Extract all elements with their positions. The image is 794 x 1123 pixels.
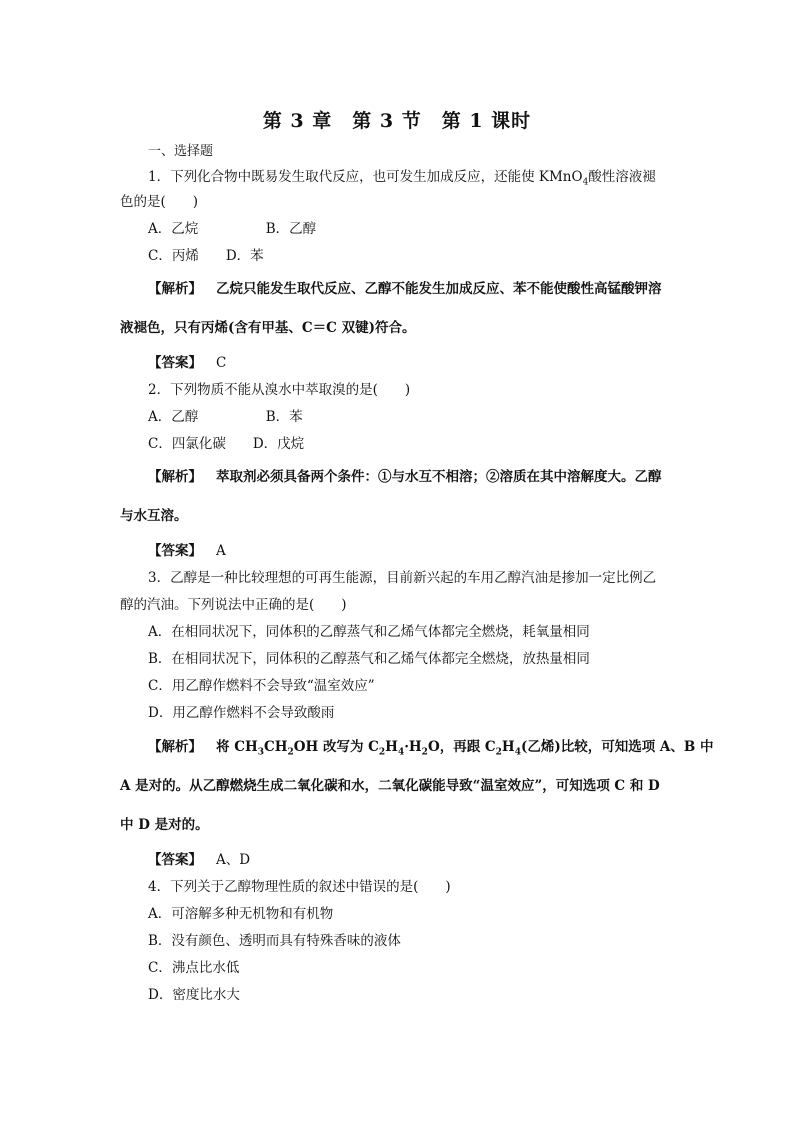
q1-stem-line1: 1．下列化合物中既易发生取代反应，也可发生加成反应，还能使 KMnO$_4$酸性溶液褪 [148,169,656,188]
page-title: 第 3 章 第 3 节 第 1 课时 [262,110,532,132]
q2-explanation-line2: 与水互溶。 [120,508,188,524]
q3-option-c: C．用乙醇作燃料不会导致“温室效应” [148,678,375,694]
q3-explanation-line2: A 是对的。从乙醇燃烧生成二氧化碳和水，二氧化碳能导致“温室效应”，可知选项 C 和 D [120,778,660,794]
q1-explanation-line1: 【解析】 乙烷只能发生取代反应、乙醇不能发生加成反应、苯不能使酸性高锰酸钾溶 [148,281,662,297]
q4-option-a: A．可溶解多种无机物和有机物 [148,906,334,922]
q4-stem: 4．下列关于乙醇物理性质的叙述中错误的是( ) [148,879,451,895]
q1-options-row1: A．乙烷 B．乙醇 [148,221,317,237]
q1-stem-line2: 色的是( ) [120,194,199,210]
q4-option-d: D．密度比水大 [148,987,240,1003]
q2-stem: 2．下列物质不能从溴水中萃取溴的是( ) [148,382,411,398]
q2-options-row1: A．乙醇 B．苯 [148,409,303,425]
q4-option-b: B．没有颜色、透明而具有特殊香味的液体 [148,933,401,949]
q3-stem-line2: 醇的汽油。下列说法中正确的是( ) [120,597,347,613]
q3-option-b: B．在相同状况下，同体积的乙醇蒸气和乙烯气体都完全燃烧，放热量相同 [148,651,590,667]
q2-options-row2: C．四氯化碳 D．戊烷 [148,436,305,452]
q3-explanation-line1: 【解析】 将 $CH_3CH_2OH$ 改写为 $C_2H_4\cdot H_2O$，再跟 $C_2H_4$(乙烯)比较，可知选项 A、B 中 [148,739,714,758]
q2-explanation-line1: 【解析】 萃取剂必须具备两个条件：①与水互不相溶；②溶质在其中溶解度大。乙醇 [148,469,662,485]
q2-answer: 【答案】 A [148,543,226,559]
q3-option-d: D．用乙醇作燃料不会导致酸雨 [148,705,335,721]
q1-options-row2: C．丙烯 D．苯 [148,248,264,264]
q1-answer: 【答案】 C [148,355,227,371]
q3-option-a: A．在相同状况下，同体积的乙醇蒸气和乙烯气体都完全燃烧，耗氧量相同 [148,624,590,640]
q3-answer: 【答案】 A、D [148,852,251,868]
q1-explanation-line2: 液褪色，只有丙烯(含有甲基、C＝C 双键)符合。 [120,320,416,336]
section-heading: 一、选择题 [148,144,214,159]
q3-stem-line1: 3．乙醇是一种比较理想的可再生能源，目前新兴起的车用乙醇汽油是掺加一定比例乙 [148,570,657,586]
q3-explanation-line3: 中 D 是对的。 [120,817,209,833]
q4-option-c: C．沸点比水低 [148,960,240,976]
